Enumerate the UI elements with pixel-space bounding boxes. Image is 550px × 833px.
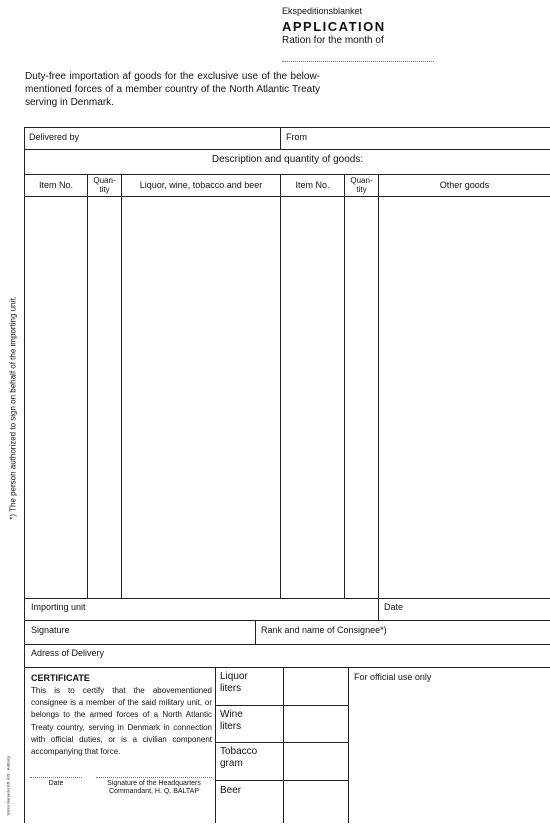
beer-field[interactable] [284, 781, 348, 823]
rank-name-label: Rank and name of Consignee*) [261, 625, 387, 635]
date-field[interactable] [379, 599, 550, 620]
delivered-by-label: Delivered by [29, 132, 80, 142]
rank-name-field[interactable] [256, 621, 550, 644]
goods-entry-area[interactable] [25, 197, 550, 598]
date-label: Date [384, 602, 404, 612]
form-name: Ekspeditionsblanket [282, 6, 363, 16]
wine-liters-field[interactable] [284, 706, 348, 742]
certificate-date-label: Date [48, 780, 64, 787]
wine-liters-label: Wine liters [220, 709, 243, 732]
signature-label: Signature [31, 625, 70, 635]
tobacco-gram-label: Tobacco gram [220, 746, 258, 769]
certificate-signature-line[interactable] [96, 777, 212, 778]
address-field[interactable] [25, 645, 550, 667]
col-liquor-wine-tobacco-beer: Liquor, wine, tobacco and beer [139, 180, 263, 190]
ration-label: Ration for the month of [282, 35, 384, 46]
certificate-signature-label: Signature of the Headquarters Commandant, H. Q. BALTAP [107, 780, 201, 795]
delivered-by-field[interactable] [25, 128, 280, 149]
certificate-date-line[interactable] [30, 777, 82, 778]
beer-label: Beer [220, 785, 242, 796]
address-label: Adress of Delivery [31, 648, 105, 658]
official-use-label: For official use only [354, 672, 432, 682]
tobacco-gram-field[interactable] [284, 743, 348, 780]
col-quantity-1: Quan- tity [93, 176, 116, 194]
description-header: Description and quantity of goods: [211, 154, 364, 165]
importing-unit-field[interactable] [25, 599, 378, 620]
certificate-text: This is to certify that the abovementioned consignee is a member of the said military unit, or belongs to the armed forces of a North Atlantic Treaty country, serving in Denmark in connection with official duties, or is a civilian component accompanying that force. [31, 686, 212, 757]
from-field[interactable] [281, 128, 550, 149]
signature-field[interactable] [25, 621, 255, 644]
col-other-goods: Other goods [439, 180, 490, 190]
page-title: APPLICATION [282, 19, 386, 34]
certificate-title: CERTIFICATE [31, 673, 90, 683]
col-item-no-1: Item No. [38, 180, 73, 190]
importing-unit-label: Importing unit [31, 602, 86, 612]
ration-month-field[interactable] [282, 61, 434, 62]
intro-text: Duty-free importation af goods for the exclusive use of the below-mentioned forces of a member country of the North Atlantic Treaty serving in Denmark. [25, 71, 320, 108]
col-quantity-2: Quan- tity [350, 176, 373, 194]
liquor-liters-label: Liquor liters [220, 671, 248, 694]
side-note: *) The person authorized to sign on behalf of the importing unit. [8, 296, 18, 520]
from-label: From [286, 132, 307, 142]
printer-note: Soren Hansens Eft. A/S · Aalborg [5, 756, 11, 816]
liquor-liters-field[interactable] [284, 668, 348, 705]
col-item-no-2: Item No. [295, 180, 330, 190]
